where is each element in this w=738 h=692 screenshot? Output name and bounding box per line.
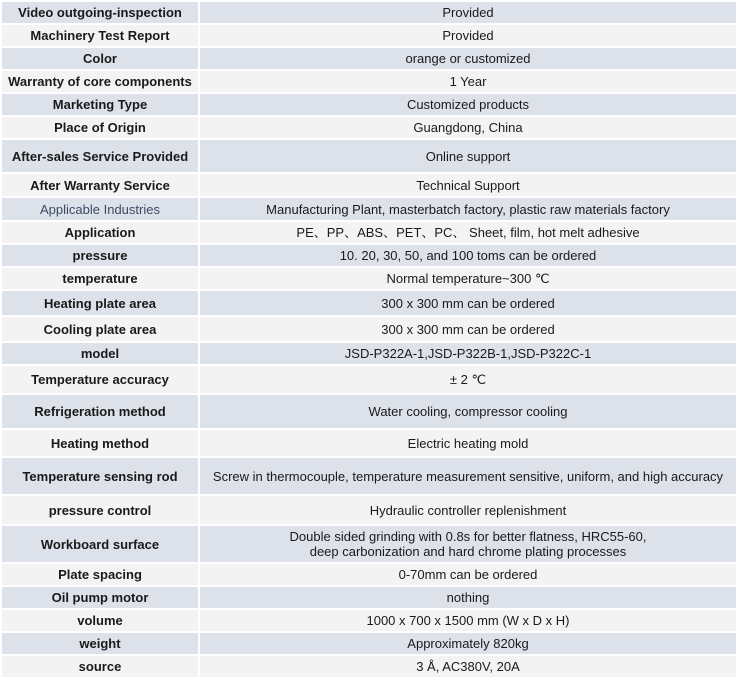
table-row [2,198,736,220]
table-row [2,430,736,456]
row-value: JSD-P322A-1,JSD-P322B-1,JSD-P322C-1 [200,343,736,364]
row-label: pressure [2,245,198,266]
row-value: orange or customized [200,48,736,69]
table-row [2,317,736,341]
table-row [2,526,736,562]
table-row [2,656,736,677]
table-row [2,633,736,654]
table-row [2,496,736,524]
table-row [2,71,736,92]
table-row [2,25,736,46]
table-row [2,458,736,494]
row-label: Oil pump motor [2,587,198,608]
table-row [2,268,736,289]
row-value: Approximately 820kg [200,633,736,654]
row-label: After Warranty Service [2,174,198,196]
row-value: Provided [200,2,736,23]
row-value: ± 2 ℃ [200,366,736,393]
row-value: Guangdong, China [200,117,736,138]
row-label: Warranty of core components [2,71,198,92]
row-value: 300 x 300 mm can be ordered [200,317,736,341]
table-row [2,564,736,585]
row-value: Manufacturing Plant, masterbatch factory, plastic raw materials factory [200,198,736,220]
table-row [2,366,736,393]
row-label: Applicable Industries [2,198,198,220]
row-value: Customized products [200,94,736,115]
row-value: Electric heating mold [200,430,736,456]
row-label: volume [2,610,198,631]
row-value: Screw in thermocouple, temperature measurement sensitive, uniform, and high accuracy [200,458,736,494]
row-label: Color [2,48,198,69]
row-value: Double sided grinding with 0.8s for better flatness, HRC55-60, deep carbonization and hard chrome plating processes [200,526,736,562]
row-value: Hydraulic controller replenishment [200,496,736,524]
row-label: After-sales Service Provided [2,140,198,172]
table-row [2,94,736,115]
row-value: 3 Å, AC380V, 20A [200,656,736,677]
row-label: Application [2,222,198,243]
table-row [2,395,736,428]
table-row [2,117,736,138]
row-value: 0-70mm can be ordered [200,564,736,585]
row-value: 1000 x 700 x 1500 mm (W x D x H) [200,610,736,631]
row-label: Temperature sensing rod [2,458,198,494]
row-label: weight [2,633,198,654]
table-row [2,610,736,631]
table-row [2,245,736,266]
row-label: Place of Origin [2,117,198,138]
row-label: Video outgoing-inspection [2,2,198,23]
row-value: Technical Support [200,174,736,196]
row-value: Normal temperature~300 ℃ [200,268,736,289]
table-row [2,174,736,196]
row-value: 10. 20, 30, 50, and 100 toms can be ordered [200,245,736,266]
row-label: Temperature accuracy [2,366,198,393]
row-value: 1 Year [200,71,736,92]
row-label: Machinery Test Report [2,25,198,46]
row-label: temperature [2,268,198,289]
table-row [2,2,736,23]
row-label: Heating method [2,430,198,456]
row-label: Refrigeration method [2,395,198,428]
row-label: model [2,343,198,364]
table-row [2,587,736,608]
row-value: Water cooling, compressor cooling [200,395,736,428]
row-value: nothing [200,587,736,608]
row-value: Online support [200,140,736,172]
row-label: Plate spacing [2,564,198,585]
table-row [2,140,736,172]
row-label: Marketing Type [2,94,198,115]
table-row [2,291,736,315]
row-label: Cooling plate area [2,317,198,341]
row-label: pressure control [2,496,198,524]
table-row [2,343,736,364]
table-row [2,48,736,69]
row-value: PE、PP、ABS、PET、PC、 Sheet, film, hot melt adhesive [200,222,736,243]
row-value: Provided [200,25,736,46]
row-label: source [2,656,198,677]
table-row [2,222,736,243]
row-label: Heating plate area [2,291,198,315]
row-label: Workboard surface [2,526,198,562]
row-value: 300 x 300 mm can be ordered [200,291,736,315]
